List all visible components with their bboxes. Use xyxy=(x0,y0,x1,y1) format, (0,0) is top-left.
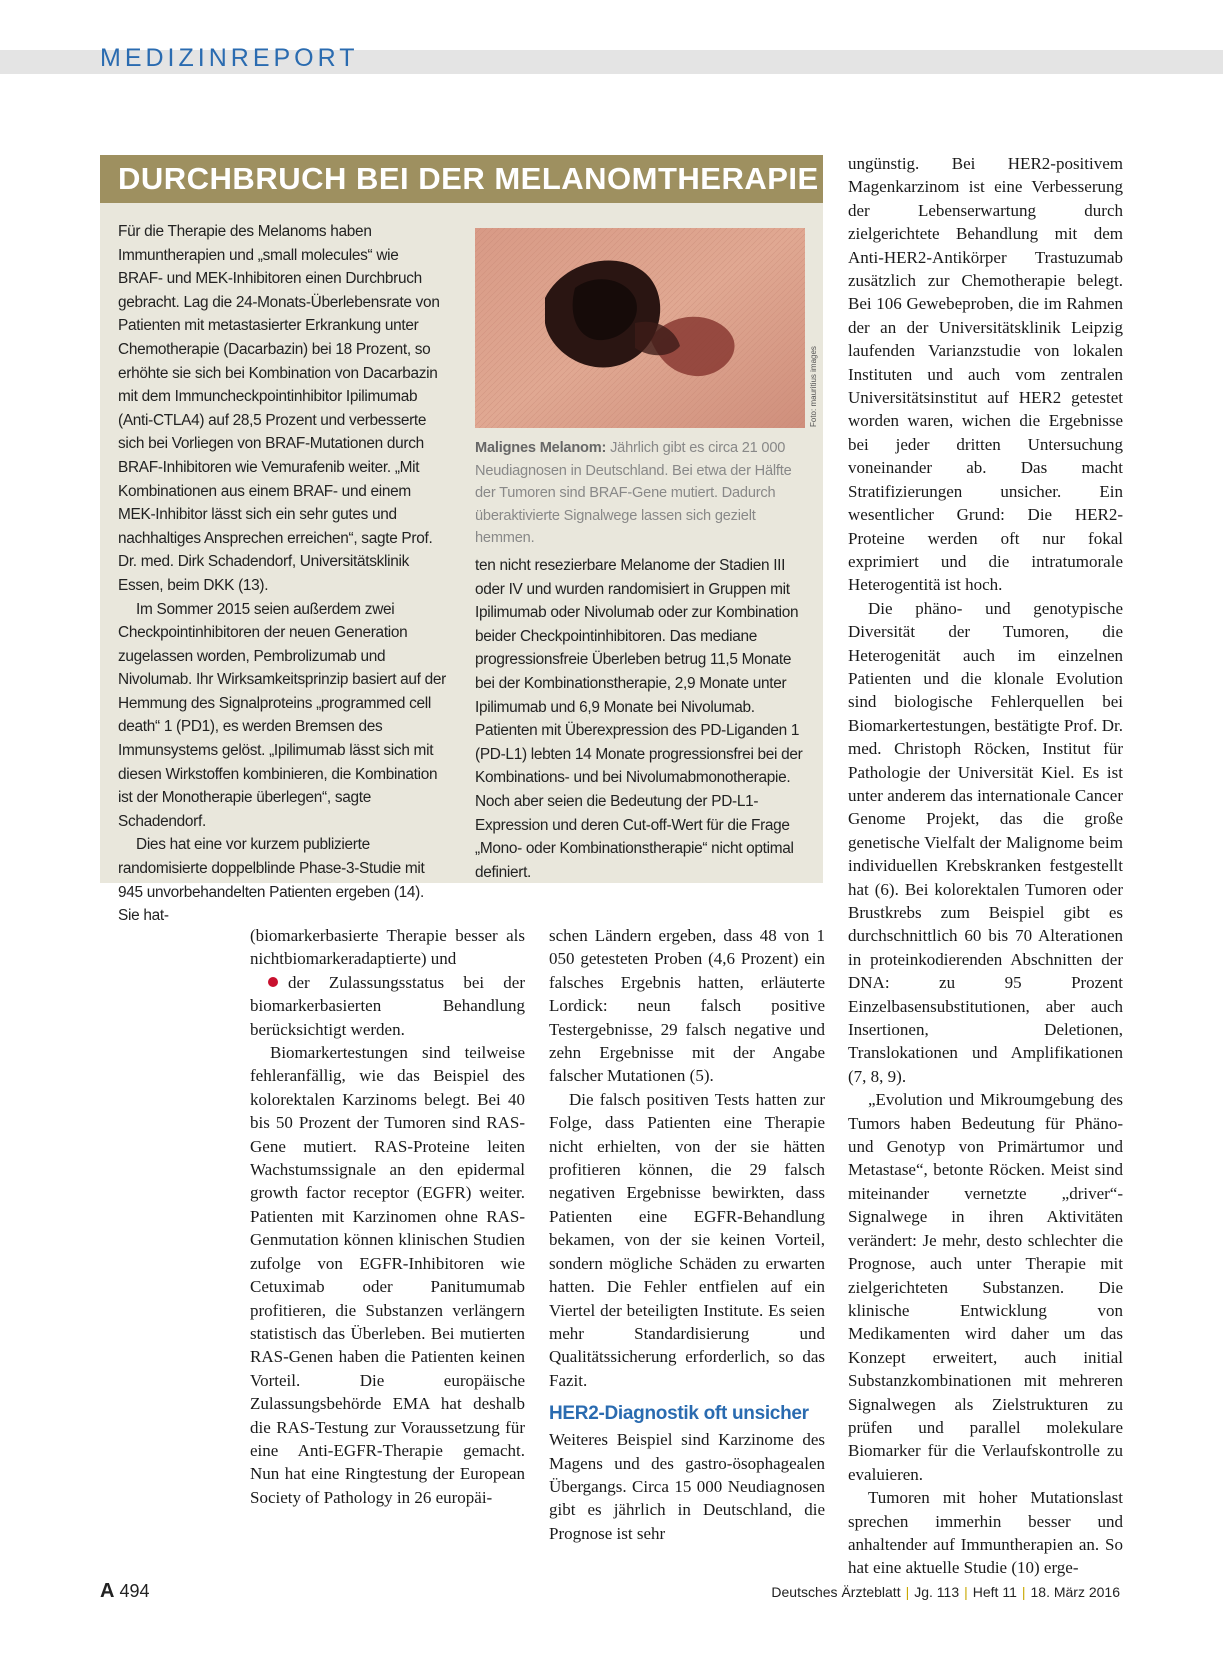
paragraph: Die falsch positiven Tests hatten zur Folge, dass Patienten eine Therapie nicht erhielten, von der sie hätten profitieren können, die 29 falsch negativen Ergebnisse bewirkten, dass Patienten eine EGFR-Behandlung bekamen, von der sie keinen Vorteil, sondern mögliche Schäden zu erwarten hatten. Die Fehler entfielen auf ein Viertel der beteiligten Institute. Es seien mehr Standardisierung und Qualitätssicherung erforderlich, so das Fazit. xyxy=(549,1089,825,1390)
section-label: MEDIZINREPORT xyxy=(100,44,359,72)
info-box-paragraph: ten nicht resezierbare Melanome der Stadien III oder IV und wurden randomisiert in Gruppen mit Ipilimumab oder Nivolumab oder zur Kombination beider Checkpointinhibitoren. Das mediane progressionsfreie Überleben betrug 11,5 Monate bei der Kombinationstherapie, 2,9 Monate unter Ipilimumab und 6,9 Monate bei Nivolumab. Patienten mit Überexpression des PD-Liganden 1 (PD-L1) lebten 14 Monate progressionsfrei bei der Kombinations- und bei Nivolumabmonotherapie. Noch aber seien die Bedeutung der PD-L1-Expression und deren Cut-off-Wert für die Frage „Mono- oder Kombinationstherapie“ nicht optimal definiert. xyxy=(475,557,803,881)
photo-caption-text: Jährlich gibt es circa 21 000 Neudiagnosen in Deutschland. Bei etwa der Hälfte der Tumoren sind BRAF-Gene mutiert. Dadurch überaktivierte Signalwege lassen sich gezielt hemmen. xyxy=(475,440,792,546)
paragraph: Die phäno- und genotypische Diversität der Tumoren, die Heterogenität auch im einzelnen Patienten und die klonale Evolution sind biologische Fehlerquellen bei Biomarkertestungen, bestätigte Prof. Dr. med. Christoph Röcken, Institut für Pathologie der Universität Kiel. Es ist unter anderem das internationale Cancer Genome Projekt, das die große genetische Vielfalt der Malignome beim individuellen Krebskranken festgestellt hat (6). Bei kolorektalen Tumoren oder Brustkrebs zum Beispiel gibt es durchschnittlich 60 bis 70 Alterationen in proteinkodierenden Abschnitten der DNA: zu 95 Prozent Einzelbasensubstitutionen, aber auch Insertionen, Deletionen, Translokationen und Amplifikationen (7, 8, 9). xyxy=(848,598,1123,1086)
page-number-prefix: A xyxy=(100,1580,115,1602)
text-column-1 xyxy=(250,924,525,1509)
bullet-text: der Zulassungsstatus bei der biomarkerbasierten Behandlung berücksichtigt werden. xyxy=(250,972,525,1039)
paragraph: (biomarkerbasierte Therapie besser als nichtbiomarkeradaptierte) und xyxy=(250,926,525,969)
info-box-right-column xyxy=(475,554,810,884)
text-column-3 xyxy=(848,152,1123,1580)
info-box-title-bar xyxy=(100,155,823,203)
paragraph: Weiteres Beispiel sind Karzinome des Magens und des gastro-ösophagealen Übergangs. Circa 15 000 Neudiagnosen gibt es jährlich in Deutschland, die Prognose ist sehr xyxy=(549,1430,825,1543)
info-box-paragraph: Dies hat eine vor kurzem publizierte randomisierte doppelblinde Phase-3-Studie mit 945 unvorbehandelten Patienten ergeben (14). Sie hat- xyxy=(118,836,425,925)
melanoma-photo xyxy=(475,228,805,428)
separator: | xyxy=(964,1584,968,1600)
journal-date: 18. März 2016 xyxy=(1030,1584,1120,1600)
info-box-paragraph: Für die Therapie des Melanoms haben Immuntherapien und „small molecules“ wie BRAF- und MEK-Inhibitoren einen Durchbruch gebracht. Lag die 24-Monats-Überlebensrate von Patienten mit metastasierter Erkrankung unter Chemotherapie (Dacarbazin) bei 18 Prozent, so erhöhte sie sich bei Kombination von Dacarbazin mit dem Immuncheckpointinhibitor Ipilimumab (Anti-CTLA4) auf 28,5 Prozent und verbesserte sich bei Vorliegen von BRAF-Mutationen durch BRAF-Inhibitoren wie Vemurafenib weiter. „Mit Kombinationen aus einem BRAF- und einem MEK-Inhibitor lässt sich ein sehr gutes und nachhaltiges Ansprechen erreichen“, sagte Prof. Dr. med. Dirk Schadendorf, Universitätsklinik Essen, beim DKK (13). xyxy=(118,223,440,594)
bullet-icon xyxy=(268,977,278,987)
separator: | xyxy=(1021,1584,1026,1600)
paragraph: Biomarkertestungen sind teilweise fehleranfällig, wie das Beispiel des kolorektalen Karzinoms belegt. Bei 40 bis 50 Prozent der Tumoren sind RAS-Gene mutiert. RAS-Proteine leiten Wachstumssignale an den epidermal growth factor receptor (EGFR) weiter. Patienten mit Karzinomen ohne RAS-Genmutation können klinischen Studien zufolge von EGFR-Inhibitoren wie Cetuximab oder Panitumumab profitieren, die Substanzen verlängern statistisch das Überleben. Bei mutierten RAS-Genen haben die Patienten keinen Vorteil. Die europäische Zulassungsbehörde EMA hat deshalb die RAS-Testung zur Voraussetzung für eine Anti-EGFR-Therapie gemacht. Nun hat eine Ringtestung der European Society of Pathology in 26 europäi- xyxy=(250,1043,525,1507)
page-number xyxy=(100,1580,150,1603)
separator: | xyxy=(905,1584,910,1600)
info-box-title: DURCHBRUCH BEI DER MELANOMTHERAPIE xyxy=(118,161,819,196)
paragraph: schen Ländern ergeben, dass 48 von 1 050 getesteten Proben (4,6 Prozent) ein falsches Ergebnis hatten, erläuterte Lordick: neun falsch positive Testergebnisse, 29 falsch negative und zehn Ergebnisse mit der Angabe falscher Mutationen (5). xyxy=(549,926,825,1086)
photo-caption xyxy=(475,437,815,550)
paragraph: „Evolution und Mikroumgebung des Tumors haben Bedeutung für Phäno- und Genotyp von Primärtumor und Metastase“, betonte Röcken. Meist sind miteinander vernetzte „driver“-Signalwege in ihren Aktivitäten verändert: Je mehr, desto schlechter die Prognose, auch unter Therapie mit zielgerichteten Substanzen. Die klinische Entwicklung von Medikamenten wird daher um das Konzept erweitert, auch initial Substanzkombinationen mit mehreren Signalwegen als Zielstrukturen zu prüfen und parallel molekulare Biomarker für die Verlaufskontrolle zu evaluieren. xyxy=(848,1090,1123,1484)
journal-footer xyxy=(771,1584,1120,1600)
journal-issue: Heft 11 xyxy=(972,1584,1017,1600)
subheading: HER2-Diagnostik oft unsicher xyxy=(549,1403,809,1425)
info-box-left-column xyxy=(118,220,446,928)
photo-caption-lead: Malignes Melanom: xyxy=(475,440,607,456)
bullet-item xyxy=(250,971,525,1041)
paragraph: Tumoren mit hoher Mutationslast sprechen immerhin besser und anhaltender auf Immuntherapien an. So hat eine aktuelle Studie (10) erge- xyxy=(848,1488,1123,1578)
journal-name: Deutsches Ärzteblatt xyxy=(771,1584,901,1600)
info-box-paragraph: Im Sommer 2015 seien außerdem zwei Checkpointinhibitoren der neuen Generation zugelassen worden, Pembrolizumab und Nivolumab. Ihr Wirksamkeitsprinzip basiert auf der Hemmung des Signalproteins „programmed cell death“ 1 (PD1), es werden Bremsen des Immunsystems gelöst. „Ipilimumab lässt sich mit diesen Wirkstoffen kombinieren, die Kombination ist der Monotherapie überlegen“, sagte Schadendorf. xyxy=(118,600,446,830)
photo-credit: Foto: mauritius images xyxy=(809,346,818,427)
paragraph: ungünstig. Bei HER2-positivem Magenkarzinom ist eine Verbesserung der Lebenserwartung durch zielgerichtete Behandlung mit dem Anti-HER2-Antikörper Trastuzumab zusätzlich zur Chemotherapie belegt. Bei 106 Gewebeproben, die im Rahmen der an der Universitätsklinik Leipzig laufenden Varianzstudie von lokalen Instituten und auch vom zentralen Universitätsinstitut auf HER2 getestet worden waren, wichen die Ergebnisse bei jeder dritten Untersuchung voneinander ab. Das macht Stratifizierungen unsicher. Ein wesentlicher Grund: Die HER2-Proteine werden oft nur fokal exprimiert und die intratumorale Heterogentitä ist hoch. xyxy=(848,154,1123,595)
text-column-2 xyxy=(549,924,825,1545)
page-number-value: 494 xyxy=(119,1581,150,1601)
journal-volume: Jg. 113 xyxy=(914,1584,960,1600)
